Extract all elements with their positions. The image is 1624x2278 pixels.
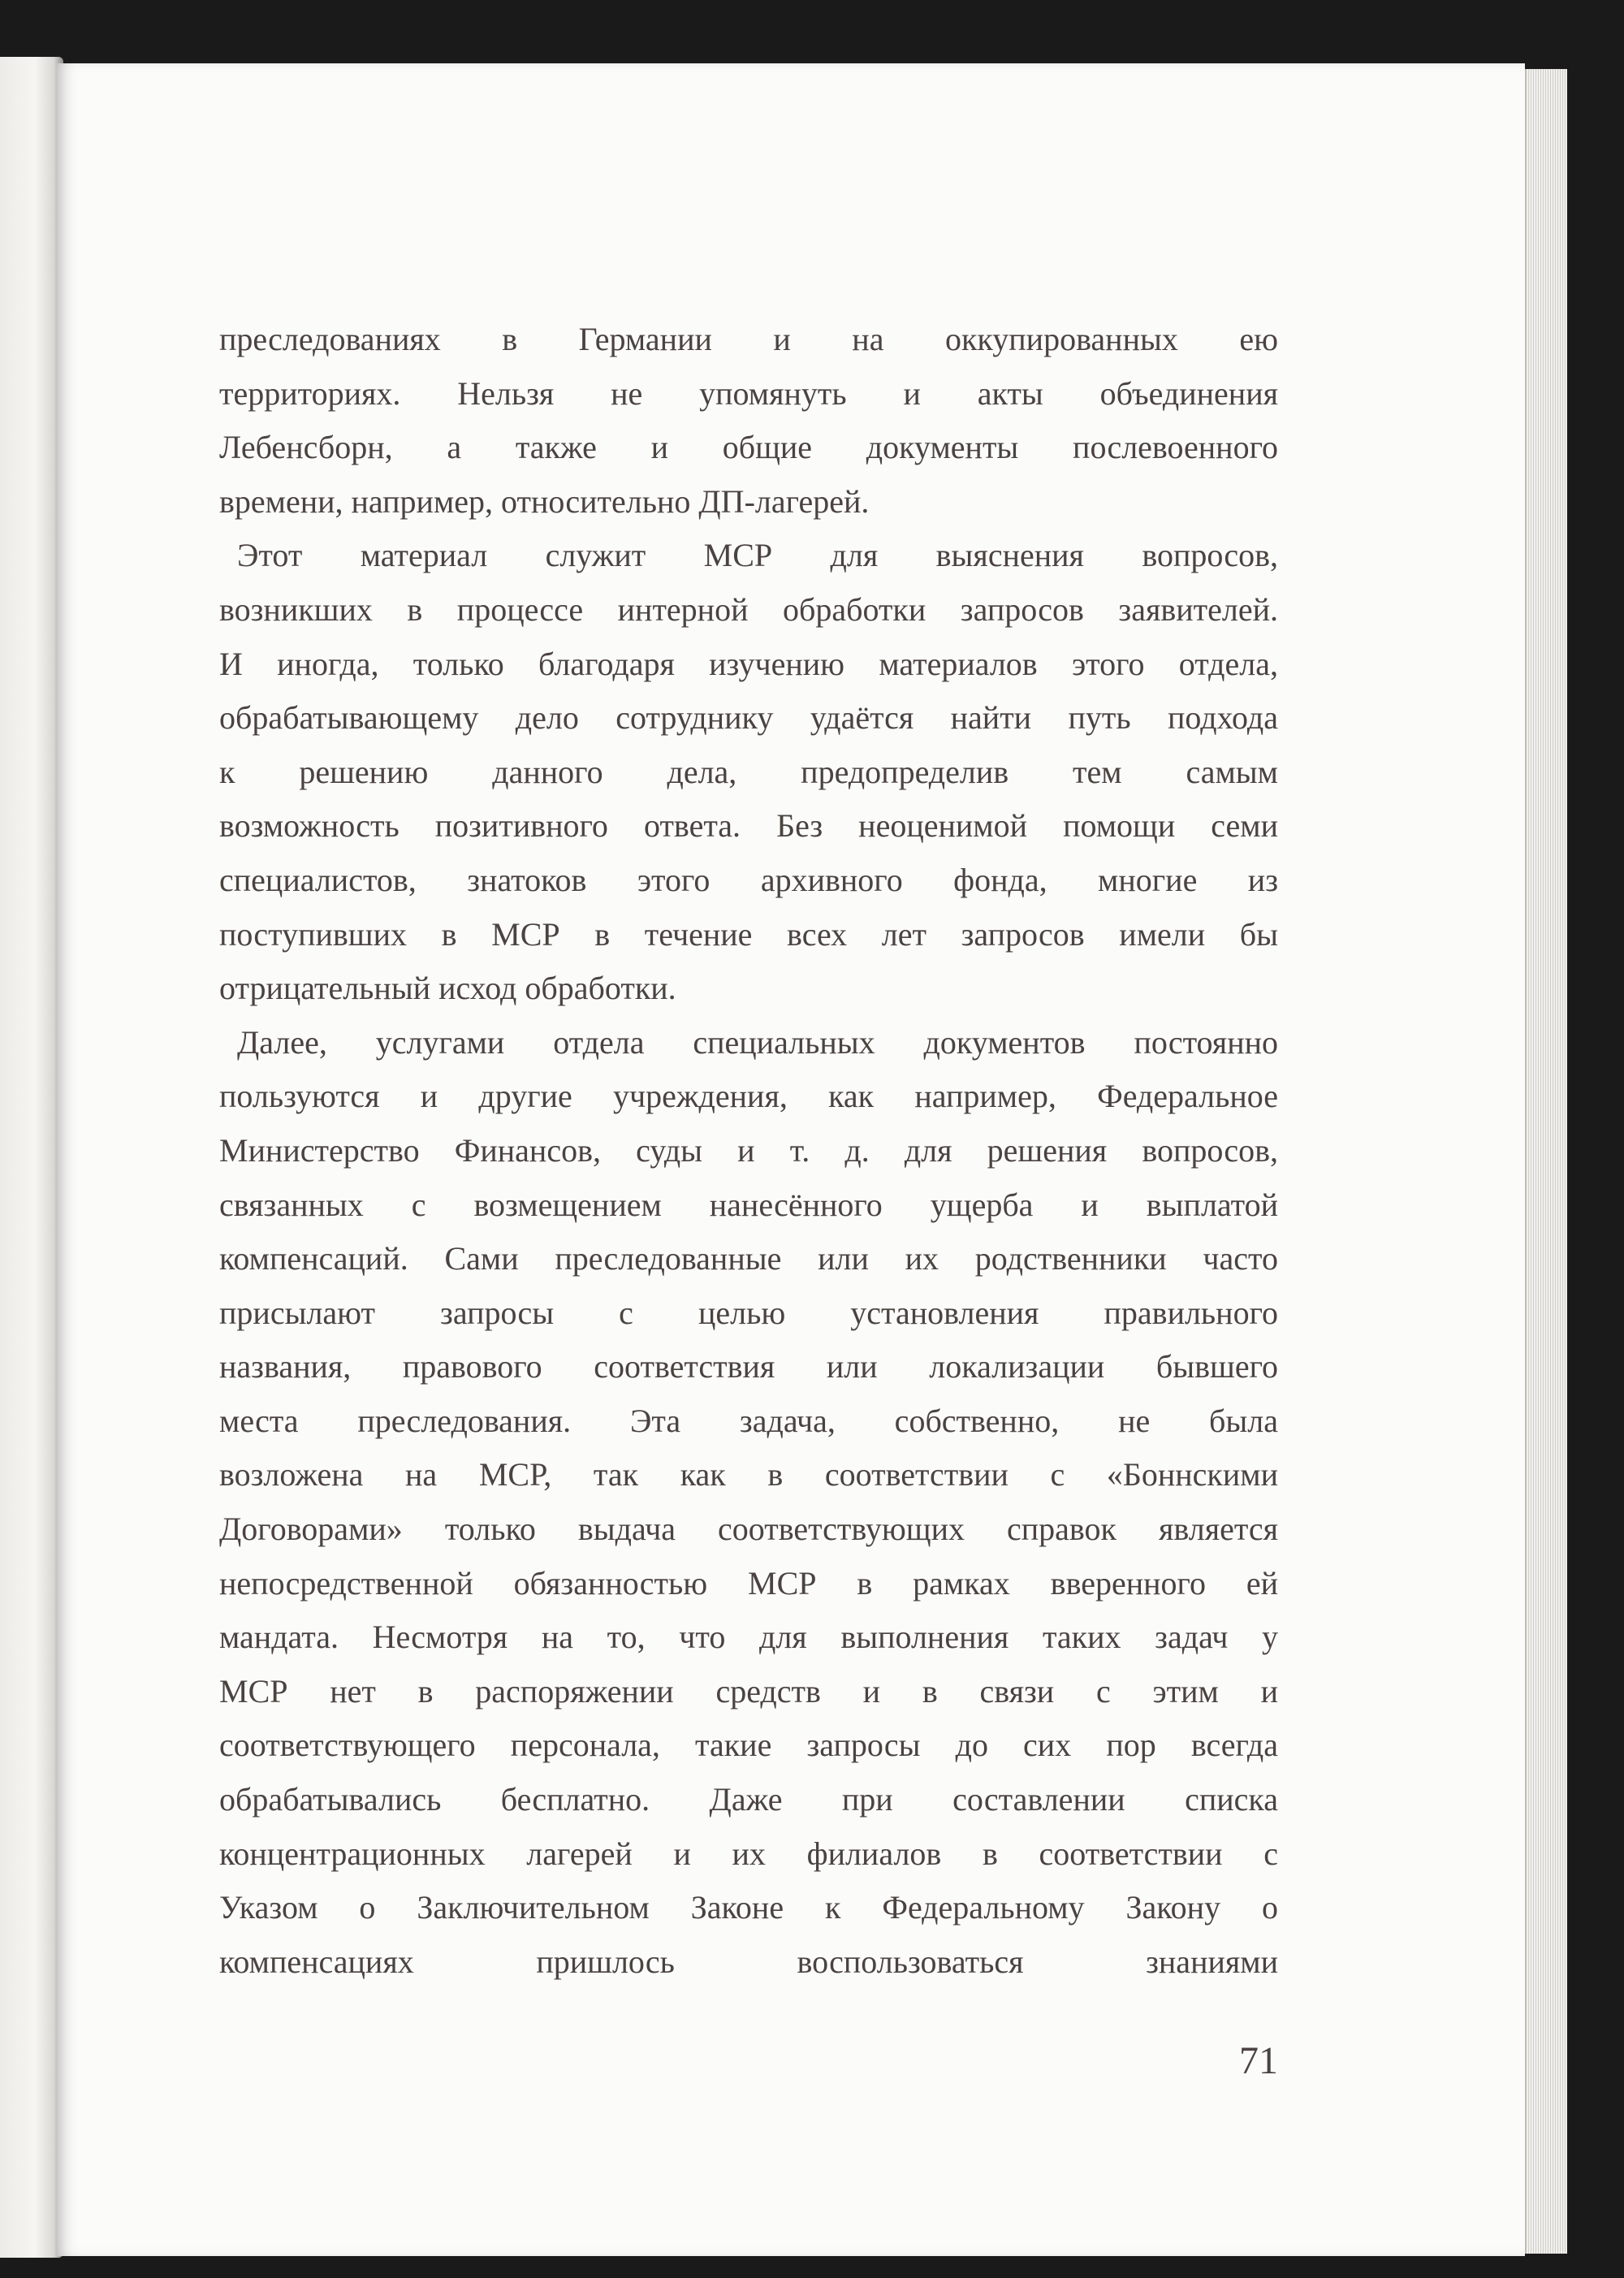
text-line: МСР нет в распоряжении средств и в связи с этим и <box>219 1672 1278 1710</box>
text-line: отрицательный исход обработки. <box>219 970 676 1007</box>
text-line: мандата. Несмотря на то, что для выполнения таких задач у <box>219 1619 1278 1656</box>
text-line: Лебенсборн, а также и общие документы послевоенного <box>219 429 1278 466</box>
text-line: возможность позитивного ответа. Без неоценимой помощи семи <box>219 807 1278 845</box>
page-number: 71 <box>1239 2039 1278 2082</box>
text-line: возложена на МСР, так как в соответствии с «Боннскими <box>219 1456 1278 1493</box>
text-line: компенсаций. Сами преследованные или их родственники часто <box>219 1240 1278 1277</box>
body-text <box>219 313 1278 1989</box>
text-line: территориях. Нельзя не упомянуть и акты объединения <box>219 374 1278 412</box>
text-line: компенсациях пришлось воспользоваться знаниями <box>219 1943 1278 1980</box>
text-line: времени, например, относительно ДП-лагерей. <box>219 482 870 520</box>
text-line: обрабатывающему дело сотруднику удаётся найти путь подхода <box>219 699 1278 737</box>
text-line: к решению данного дела, предопределив тем самым <box>219 753 1278 790</box>
text-line: названия, правового соответствия или локализации бывшего <box>219 1348 1278 1385</box>
text-line: Далее, услугами отдела специальных документов постоянно <box>237 1023 1278 1061</box>
text-line: специалистов, знатоков этого архивного фонда, многие из <box>219 861 1278 898</box>
text-line: концентрационных лагерей и их филиалов в соответствии с <box>219 1835 1278 1872</box>
text-line: поступивших в МСР в течение всех лет запросов имели бы <box>219 915 1278 953</box>
text-line: обрабатывались бесплатно. Даже при составлении списка <box>219 1781 1278 1818</box>
text-line: Указом о Заключительном Законе к Федеральному Закону о <box>219 1889 1278 1926</box>
text-line: возникших в процессе интерной обработки запросов заявителей. <box>219 590 1278 628</box>
text-line: пользуются и другие учреждения, как например, Федеральное <box>219 1078 1278 1115</box>
text-line: Договорами» только выдача соответствующих справок является <box>219 1511 1278 1548</box>
text-line: Этот материал служит МСР для выяснения вопросов, <box>237 537 1278 574</box>
text-line: места преследования. Эта задача, собственно, не была <box>219 1402 1278 1439</box>
text-line: присылают запросы с целью установления правильного <box>219 1294 1278 1331</box>
previous-page-edge <box>0 57 63 2258</box>
text-line: И иногда, только благодаря изучению материалов этого отдела, <box>219 645 1278 682</box>
text-line: непосредственной обязанностью МСР в рамках вверенного ей <box>219 1564 1278 1602</box>
text-line: связанных с возмещением нанесённого ущерба и выплатой <box>219 1186 1278 1223</box>
page-stack-edge <box>1525 69 1567 2254</box>
text-line: преследованиях в Германии и на оккупированных ею <box>219 321 1278 357</box>
text-line: Министерство Финансов, суды и т. д. для решения вопросов, <box>219 1131 1278 1169</box>
text-line: соответствующего персонала, такие запросы до сих пор всегда <box>219 1727 1278 1764</box>
